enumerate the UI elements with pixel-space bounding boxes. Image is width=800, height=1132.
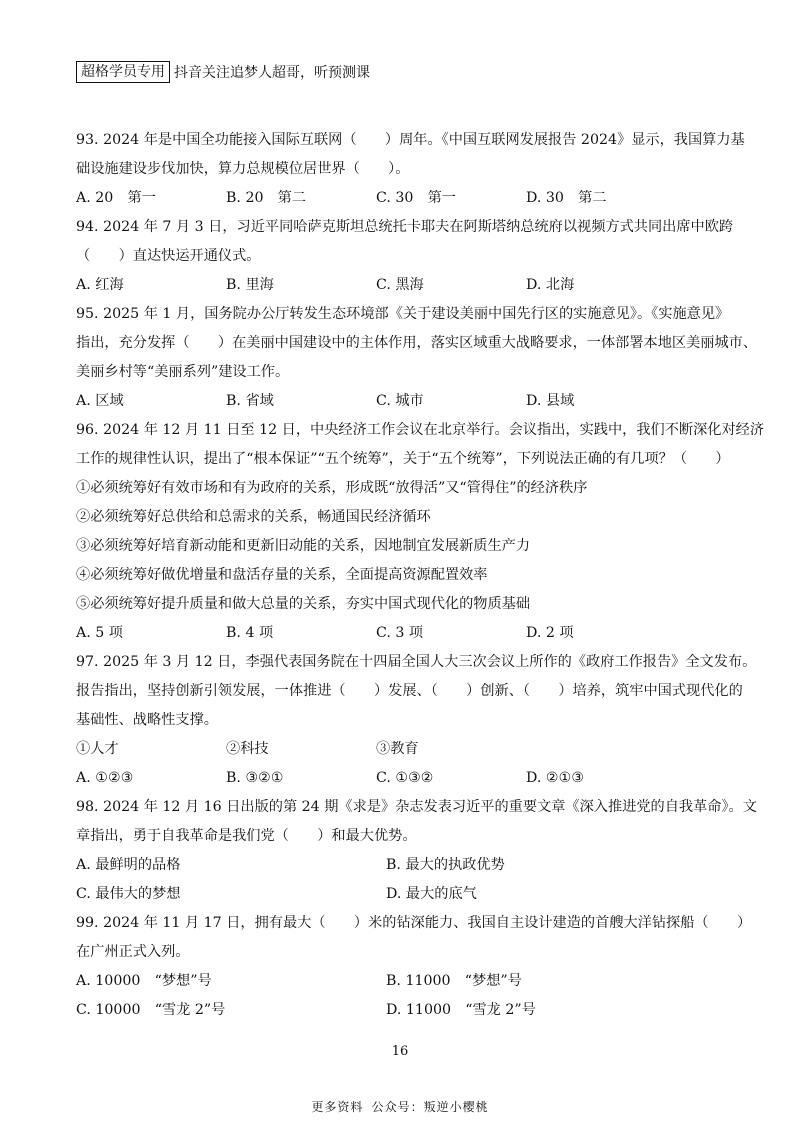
answer-option: D. 最大的底气 (386, 886, 477, 902)
choice-item: ②科技 (226, 741, 269, 757)
answer-options (76, 387, 726, 416)
answer-option: A. 5 项 (76, 625, 123, 641)
answer-option: B. 省域 (226, 393, 274, 409)
header-badge: 超格学员专用 (76, 61, 170, 83)
page-number: 16 (391, 1044, 409, 1059)
question-text-line: ④必须统筹好做优增量和盘活存量的关系，全面提高资源配置效率 (76, 567, 488, 583)
answer-option: B. ③②① (226, 770, 284, 786)
question-list (76, 126, 765, 1025)
question-text-line: 94. 2024 年 7 月 3 日，习近平同哈萨克斯坦总统托卡耶夫在阿斯塔纳总统府以视频方式共同出席中欧跨 (76, 219, 734, 235)
question-block (76, 648, 757, 793)
answer-option: A. 红海 (76, 277, 124, 293)
answer-options (76, 619, 726, 648)
question-block (76, 793, 757, 909)
answer-option: B. 11000 “梦想”号 (386, 973, 522, 989)
question-block (76, 909, 752, 1025)
question-block (76, 300, 758, 416)
question-text-line: 在广州正式入列。 (76, 944, 190, 960)
answer-option: A. ①②③ (76, 770, 134, 786)
question-text-line: 础设施建设步伐加快，算力总规模位居世界（ ）。 (76, 161, 410, 177)
answer-options (76, 764, 726, 793)
header (76, 61, 370, 83)
answer-options (76, 967, 726, 1025)
choice-item: ③教育 (376, 741, 419, 757)
answer-option: C. 城市 (376, 393, 424, 409)
header-text: 抖音关注追梦人超哥，听预测课 (174, 65, 370, 81)
choice-items-row (76, 735, 726, 764)
answer-option: D. 11000 “雪龙 2”号 (386, 1002, 536, 1018)
answer-option: A. 最鲜明的品格 (76, 857, 181, 873)
question-text-line: 指出，充分发挥（ ）在美丽中国建设中的主体作用，落实区域重大战略要求，一体部署本地区美丽城市、 (76, 335, 758, 351)
question-text-line: 工作的规律性认识，提出了“根本保证”“五个统筹”，关于“五个统筹”，下列说法正确的有几项？（ ） (76, 451, 730, 467)
answer-option: C. 10000 “雪龙 2”号 (76, 1002, 226, 1018)
question-text-line: （ ）直达快运开通仪式。 (76, 248, 261, 264)
question-text-line: 97. 2025 年 3 月 12 日，李强代表国务院在十四届全国人大三次会议上所作的《政府工作报告》全文发布。 (76, 654, 757, 670)
question-block (76, 416, 765, 648)
answer-option: C. 黑海 (376, 277, 424, 293)
answer-options (76, 271, 726, 300)
answer-option: D. ②①③ (526, 770, 585, 786)
answer-option: A. 10000 “梦想”号 (76, 973, 212, 989)
answer-options (76, 851, 726, 909)
question-block (76, 213, 734, 300)
answer-option: D. 30 第二 (526, 190, 607, 206)
answer-option: B. 20 第二 (226, 190, 307, 206)
question-block (76, 126, 745, 213)
answer-option: C. 30 第一 (376, 190, 456, 206)
question-text-line: ③必须统筹好培育新动能和更新旧动能的关系，因地制宜发展新质生产力 (76, 538, 531, 554)
question-text-line: 93. 2024 年是中国全功能接入国际互联网（ ）周年。《中国互联网发展报告 2024》显示，我国算力基 (76, 132, 745, 148)
answer-option: D. 2 项 (526, 625, 574, 641)
answer-option: C. ①③② (376, 770, 434, 786)
answer-options (76, 184, 726, 213)
answer-option: A. 20 第一 (76, 190, 156, 206)
answer-option: A. 区域 (76, 393, 124, 409)
question-text-line: 基础性、战略性支撑。 (76, 712, 218, 728)
choice-item: ①人才 (76, 741, 119, 757)
answer-option: C. 最伟大的梦想 (76, 886, 181, 902)
footer-text: 更多资料 公众号：叛逆小樱桃 (311, 1100, 489, 1114)
question-text-line: 95. 2025 年 1 月，国务院办公厅转发生态环境部《关于建设美丽中国先行区的实施意见》。《实施意见》 (76, 306, 730, 322)
question-text-line: ②必须统筹好总供给和总需求的关系，畅通国民经济循环 (76, 509, 431, 525)
answer-option: D. 县域 (526, 393, 575, 409)
question-text-line: 报告指出，坚持创新引领发展，一体推进（ ）发展、（ ）创新、（ ）培养，筑牢中国式现代化的 (76, 683, 743, 699)
answer-option: B. 里海 (226, 277, 274, 293)
question-text-line: ⑤必须统筹好提升质量和做大总量的关系，夯实中国式现代化的物质基础 (76, 596, 531, 612)
question-text-line: 美丽乡村等“美丽系列”建设工作。 (76, 364, 290, 380)
answer-option: D. 北海 (526, 277, 575, 293)
question-text-line: 章指出，勇于自我革命是我们党（ ）和最大优势。 (76, 828, 417, 844)
question-text-line: ①必须统筹好有效市场和有为政府的关系，形成既“放得活”又“管得住”的经济秩序 (76, 480, 588, 496)
answer-option: B. 最大的执政优势 (386, 857, 505, 873)
answer-option: B. 4 项 (226, 625, 274, 641)
question-text-line: 99. 2024 年 11 月 17 日，拥有最大（ ）米的钻深能力、我国自主设计建造的首艘大洋钻探船（ ） (76, 915, 752, 931)
question-text-line: 98. 2024 年 12 月 16 日出版的第 24 期《求是》杂志发表习近平的重要文章《深入推进党的自我革命》。文 (76, 799, 757, 815)
question-text-line: 96. 2024 年 12 月 11 日至 12 日，中央经济工作会议在北京举行。会议指出，实践中，我们不断深化对经济 (76, 422, 765, 438)
answer-option: C. 3 项 (376, 625, 424, 641)
